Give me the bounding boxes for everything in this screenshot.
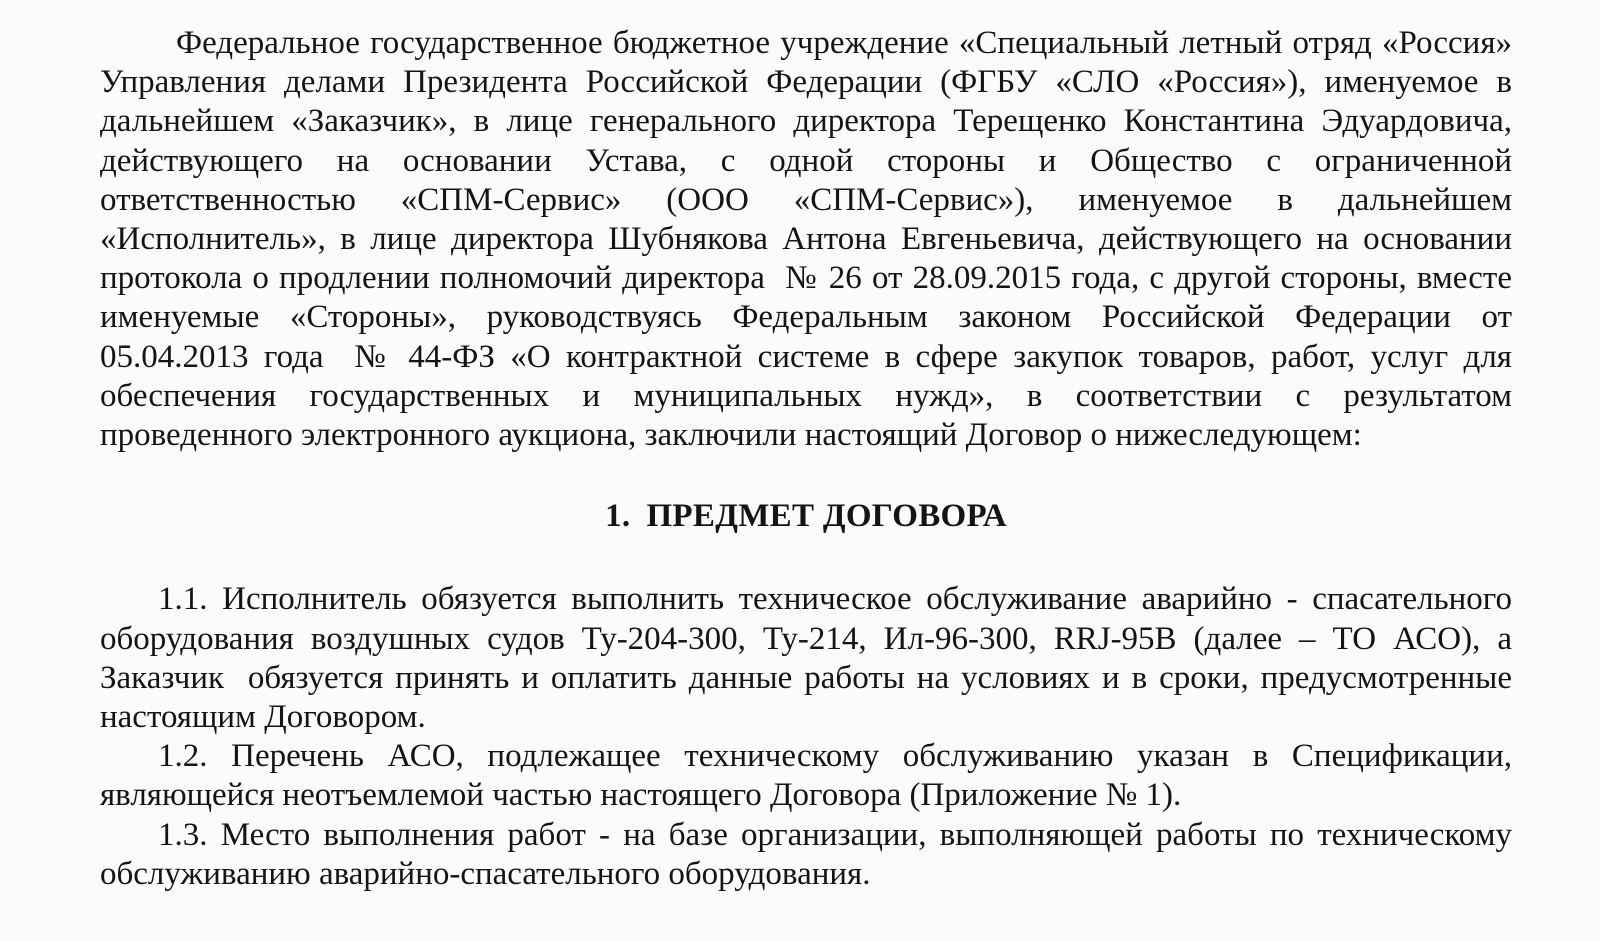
section-heading [100, 497, 1512, 536]
preamble-paragraph: Федеральное государственное бюджетное учреждение «Специальный летный отряд «Россия» Управления делами Президента Российской Федерации (ФГБУ «СЛО «Россия»), именуемое в дальнейшем «Заказчик», в лице генерального директора Терещенко Константина Эдуардовича, действующего на основании Устава, с одной стороны и Общество с ограниченной ответственностью «СПМ-Сервис» (ООО «СПМ-Сервис»), именуемое в дальнейшем «Исполнитель», в лице директора Шубнякова Антона Евгеньевича, действующего на основании протокола о продлении полномочий директора № 26 от 28.09.2015 года, с другой стороны, вместе именуемые «Стороны», руководствуясь Федеральным законом Российской Федерации от 05.04.2013 года № 44-ФЗ «О контрактной системе в сфере закупок товаров, работ, услуг для обеспечения государственных и муниципальных нужд», в соответствии с результатом проведенного электронного аукциона, заключили настоящий Договор о нижеследующем: [100, 25, 1521, 454]
section-number: 1. [605, 498, 631, 535]
clause-1-1: 1.1. Исполнитель обязуется выполнить техническое обслуживание аварийно - спасательного оборудования воздушных судов Ту-204-300, Ту-214, Ил-96-300, RRJ-95B (далее – ТО АСО), а Заказчик обязуется принять и оплатить данные работы на условиях и в сроки, предусмотренные настоящим Договором. [100, 581, 1521, 736]
clause-1-2: 1.2. Перечень АСО, подлежащее техническому обслуживанию указан в Спецификации, являющейся неотъемлемой частью настоящего Договора (Приложение № 1). [100, 738, 1521, 814]
clause-1-3: 1.3. Место выполнения работ - на базе организации, выполняющей работы по техническому обслуживанию аварийно-спасательного оборудования. [100, 816, 1521, 892]
section-title: ПРЕДМЕТ ДОГОВОРА [646, 498, 1007, 535]
